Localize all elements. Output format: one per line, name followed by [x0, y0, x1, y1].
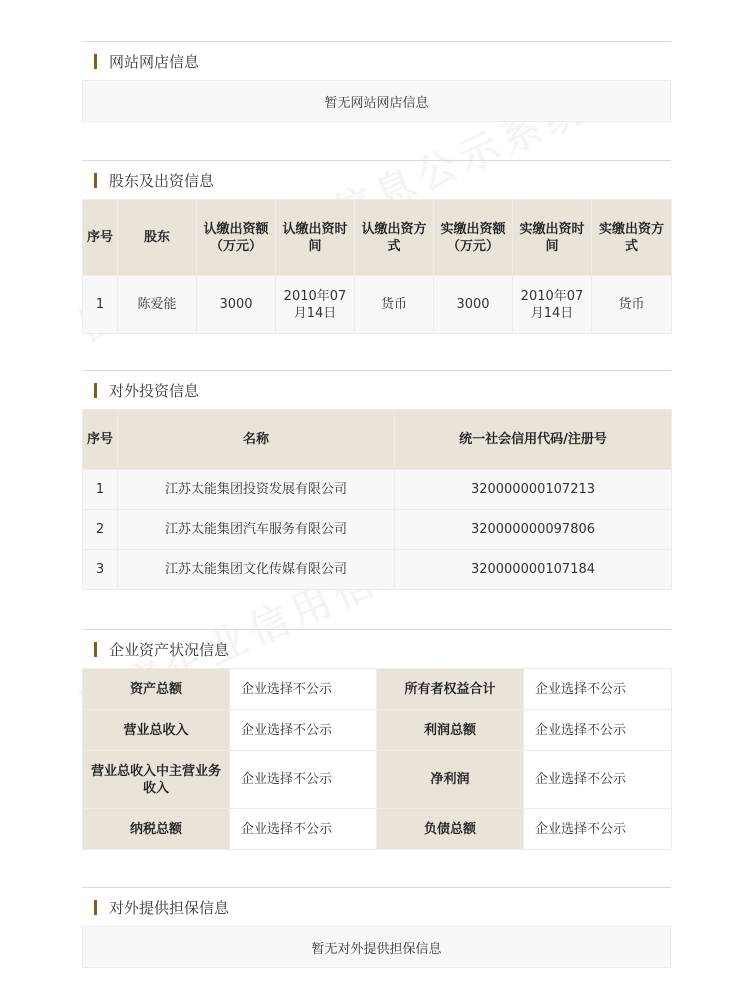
asset-value: 企业选择不公示 — [230, 751, 377, 809]
asset-value: 企业选择不公示 — [524, 751, 672, 809]
assets-table — [82, 668, 672, 850]
table-row — [83, 809, 672, 850]
asset-value: 企业选择不公示 — [230, 809, 377, 850]
section-title: 股东及出资信息 — [109, 171, 215, 190]
registration-number-cell: 320000000097806 — [395, 510, 672, 550]
column-header: 认缴出资时间 — [276, 200, 355, 276]
guarantee-section — [82, 887, 671, 968]
section-title: 对外投资信息 — [109, 381, 200, 400]
shareholders-section — [82, 160, 671, 334]
section-header — [82, 888, 671, 926]
column-header: 认缴出资方式 — [355, 200, 434, 276]
section-bar-icon — [94, 54, 97, 69]
table-row — [83, 751, 672, 809]
company-name-cell: 江苏太能集团汽车服务有限公司 — [118, 510, 395, 550]
section-header — [82, 630, 671, 668]
column-header: 股东 — [118, 200, 197, 276]
asset-value: 企业选择不公示 — [230, 669, 377, 710]
table-cell: 1 — [83, 470, 118, 510]
column-header: 实缴出资方式 — [592, 200, 672, 276]
column-header: 实缴出资时间 — [513, 200, 592, 276]
asset-label: 纳税总额 — [83, 809, 230, 850]
table-cell: 陈爱能 — [118, 276, 197, 334]
asset-value: 企业选择不公示 — [230, 710, 377, 751]
table-header-row — [83, 410, 672, 470]
column-header: 实缴出资额（万元） — [434, 200, 513, 276]
table-row — [83, 669, 672, 710]
asset-value: 企业选择不公示 — [524, 710, 672, 751]
asset-label: 利润总额 — [377, 710, 524, 751]
asset-label: 资产总额 — [83, 669, 230, 710]
table-cell: 2010年07月14日 — [513, 276, 592, 334]
asset-label: 负债总额 — [377, 809, 524, 850]
asset-value: 企业选择不公示 — [524, 809, 672, 850]
table-cell: 3000 — [434, 276, 513, 334]
table-cell: 3000 — [197, 276, 276, 334]
column-header: 统一社会信用代码/注册号 — [395, 410, 672, 470]
table-header-row — [83, 200, 672, 276]
table-row — [83, 470, 672, 510]
website-empty-message: 暂无网站网店信息 — [82, 80, 671, 122]
section-header — [82, 161, 671, 199]
asset-label: 营业总收入中主营业务收入 — [83, 751, 230, 809]
shareholders-table — [82, 199, 672, 334]
table-cell: 1 — [83, 276, 118, 334]
website-section — [82, 41, 671, 122]
column-header: 序号 — [83, 410, 118, 470]
section-bar-icon — [94, 900, 97, 915]
table-cell: 2 — [83, 510, 118, 550]
table-row — [83, 550, 672, 590]
section-title: 对外提供担保信息 — [109, 898, 230, 917]
company-name-cell: 江苏太能集团文化传媒有限公司 — [118, 550, 395, 590]
column-header: 名称 — [118, 410, 395, 470]
section-header — [82, 371, 671, 409]
asset-value: 企业选择不公示 — [524, 669, 672, 710]
column-header: 序号 — [83, 200, 118, 276]
registration-number-cell: 320000000107213 — [395, 470, 672, 510]
table-row — [83, 510, 672, 550]
column-header: 认缴出资额（万元） — [197, 200, 276, 276]
guarantee-empty-message: 暂无对外提供担保信息 — [82, 926, 671, 968]
section-bar-icon — [94, 642, 97, 657]
table-row — [83, 710, 672, 751]
table-cell: 3 — [83, 550, 118, 590]
section-bar-icon — [94, 173, 97, 188]
registration-number-cell: 320000000107184 — [395, 550, 672, 590]
section-title: 企业资产状况信息 — [109, 640, 230, 659]
table-cell: 2010年07月14日 — [276, 276, 355, 334]
section-header — [82, 42, 671, 80]
asset-label: 所有者权益合计 — [377, 669, 524, 710]
table-cell: 货币 — [355, 276, 434, 334]
table-row — [83, 276, 672, 334]
assets-section — [82, 629, 671, 850]
asset-label: 营业总收入 — [83, 710, 230, 751]
company-name-cell: 江苏太能集团投资发展有限公司 — [118, 470, 395, 510]
investments-table — [82, 409, 672, 590]
table-cell: 货币 — [592, 276, 672, 334]
investments-section — [82, 370, 671, 590]
section-bar-icon — [94, 383, 97, 398]
section-title: 网站网店信息 — [109, 52, 200, 71]
asset-label: 净利润 — [377, 751, 524, 809]
